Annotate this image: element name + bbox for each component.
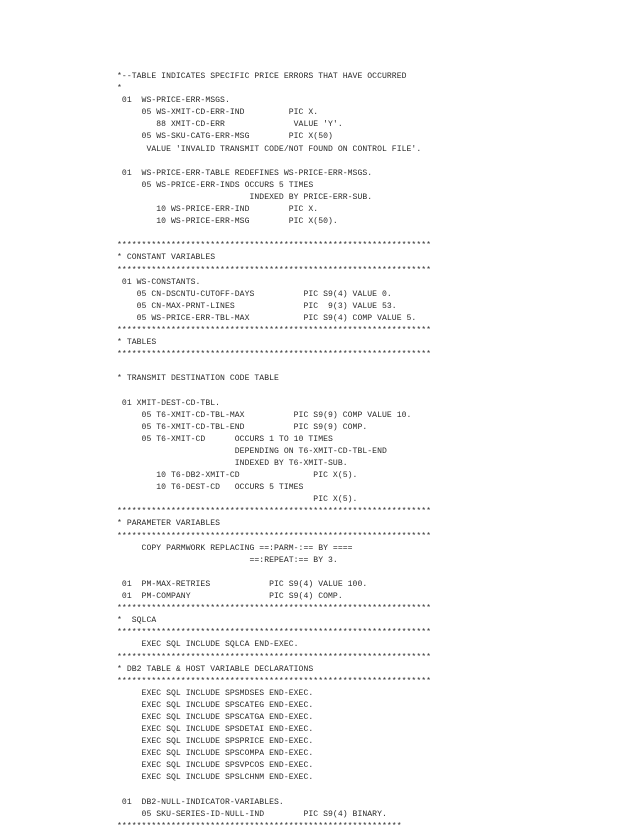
code-line: * PARAMETER VARIABLES [117,519,221,529]
code-line: INDEXED BY PRICE-ERR-SUB. [117,192,373,202]
code-line: EXEC SQL INCLUDE SPSCATEG END-EXEC. [117,700,314,710]
code-line [117,361,617,373]
code-line [117,785,617,797]
cobol-source-listing [117,71,617,833]
code-line: * [117,84,122,94]
code-line: 01 WS-PRICE-ERR-MSGS. [117,96,230,106]
code-line: **************************************************************** [117,652,432,662]
code-line: EXEC SQL INCLUDE SPSDETAI END-EXEC. [117,725,314,735]
code-line: **************************************************************** [117,507,432,517]
code-line: **************************************************************** [117,265,432,275]
code-line: 05 WS-PRICE-ERR-TBL-MAX PIC S9(4) COMP VALUE 5. [117,313,417,323]
code-line: 01 WS-CONSTANTS. [117,277,201,287]
code-line: PIC X(5). [117,495,358,505]
code-line: VALUE 'INVALID TRANSMIT CODE/NOT FOUND ON CONTROL FILE'. [117,144,422,154]
code-line: 05 CN-MAX-PRNT-LINES PIC 9(3) VALUE 53. [117,301,397,311]
code-line: DEPENDING ON T6-XMIT-CD-TBL-END [117,446,387,456]
code-line: 10 WS-PRICE-ERR-IND PIC X. [117,205,319,215]
code-line: INDEXED BY T6-XMIT-SUB. [117,459,348,468]
code-line: 01 WS-PRICE-ERR-TABLE REDEFINES WS-PRICE-ERR-MSGS. [117,168,373,178]
code-line [117,385,617,397]
code-line: EXEC SQL INCLUDE SPSVPCOS END-EXEC. [117,761,314,771]
code-line: * TRANSMIT DESTINATION CODE TABLE [117,374,279,384]
code-line: * CONSTANT VARIABLES [117,253,216,263]
code-line: *--TABLE INDICATES SPECIFIC PRICE ERRORS THAT HAVE OCCURRED [117,72,407,81]
code-line: 10 T6-DB2-XMIT-CD PIC X(5). [117,471,358,481]
code-line: ==:REPEAT:== BY 3. [117,555,338,565]
code-line: **************************************************************** [117,531,432,541]
code-line: 05 WS-XMIT-CD-ERR-IND PIC X. [117,108,319,118]
code-line: 05 T6-XMIT-CD OCCURS 1 TO 10 TIMES [117,434,333,444]
code-line [117,156,617,168]
code-line: 05 CN-DSCNTU-CUTOFF-DAYS PIC S9(4) VALUE 0. [117,289,392,299]
code-line: 01 DB2-NULL-INDICATOR-VARIABLES. [117,797,284,807]
code-line: EXEC SQL INCLUDE SPSMDSES END-EXEC. [117,688,314,698]
code-line: **************************************************************** [117,350,432,360]
code-line: 01 PM-COMPANY PIC S9(4) COMP. [117,592,343,602]
code-line: 01 PM-MAX-RETRIES PIC S9(4) VALUE 100. [117,579,368,589]
code-line: EXEC SQL INCLUDE SPSPRICE END-EXEC. [117,737,314,747]
code-line: 05 WS-PRICE-ERR-INDS OCCURS 5 TIMES [117,180,314,190]
code-line: 10 WS-PRICE-ERR-MSG PIC X(50). [117,217,338,227]
code-line: EXEC SQL INCLUDE SPSLCHNM END-EXEC. [117,773,314,783]
code-line: **************************************************************** [117,604,432,614]
code-line: EXEC SQL INCLUDE SPSCATGA END-EXEC. [117,712,314,722]
code-line: EXEC SQL INCLUDE SQLCA END-EXEC. [117,640,299,650]
code-line: 05 WS-SKU-CATG-ERR-MSG PIC X(50) [117,132,333,142]
code-line: **************************************************************** [117,676,432,686]
code-line [117,228,617,240]
code-line: 05 T6-XMIT-CD-TBL-END PIC S9(9) COMP. [117,422,368,432]
code-line: * TABLES [117,338,157,348]
code-line: 10 T6-DEST-CD OCCURS 5 TIMES [117,483,304,493]
code-line: **************************************************************** [117,325,432,335]
code-line: * DB2 TABLE & HOST VARIABLE DECLARATIONS [117,664,314,674]
code-line: **************************************************************** [117,628,432,638]
code-line: 05 T6-XMIT-CD-TBL-MAX PIC S9(9) COMP VALUE 10. [117,410,412,420]
code-line: 05 SKU-SERIES-ID-NULL-IND PIC S9(4) BINARY. [117,809,387,819]
code-line: EXEC SQL INCLUDE SPSCOMPA END-EXEC. [117,749,314,759]
code-line: * SQLCA [117,616,157,626]
code-line: **************************************************************** [117,241,432,251]
code-line [117,567,617,579]
code-line: 01 XMIT-DEST-CD-TBL. [117,398,221,408]
code-line: ********************************************************** [117,821,402,831]
code-line: 88 XMIT-CD-ERR VALUE 'Y'. [117,120,343,130]
code-line: COPY PARMWORK REPLACING ==:PARM-:== BY ==== [117,543,353,553]
